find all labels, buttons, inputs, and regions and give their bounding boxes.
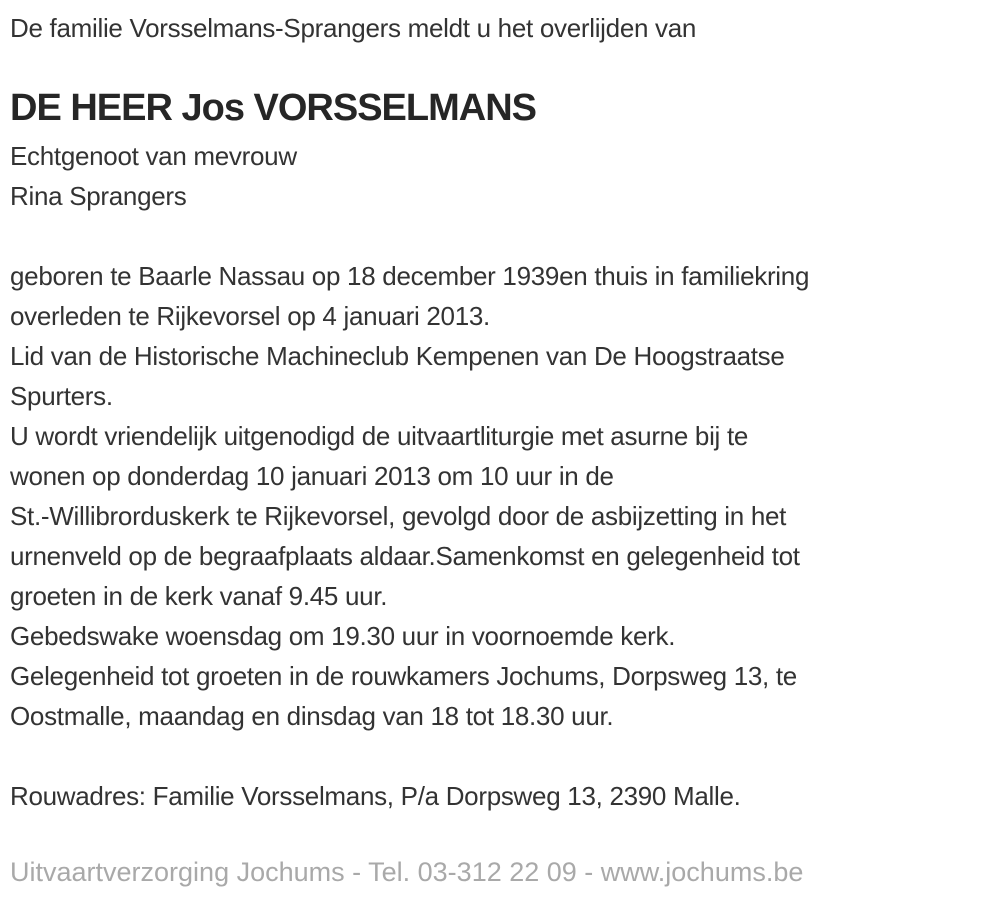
announcement-line: overleden te Rijkevorsel op 4 januari 2013. — [10, 301, 490, 331]
announcement-line: urnenveld op de begraafplaats aldaar.Samenkomst en gelegenheid tot — [10, 541, 800, 571]
announcement-body — [10, 256, 990, 736]
relation-line: Echtgenoot van mevrouw — [10, 141, 297, 171]
announcement-intro: De familie Vorsselmans-Sprangers meldt u het overlijden van — [10, 13, 697, 43]
announcement-line: Gelegenheid tot groeten in de rouwkamers Jochums, Dorpsweg 13, te — [10, 661, 797, 691]
announcement-line: wonen op donderdag 10 januari 2013 om 10 uur in de — [10, 461, 614, 491]
announcement-line: geboren te Baarle Nassau op 18 december 1939en thuis in familiekring — [10, 261, 810, 291]
announcement-line: Lid van de Historische Machineclub Kempenen van De Hoogstraatse — [10, 341, 785, 371]
mourning-address: Rouwadres: Familie Vorsselmans, P/a Dorpsweg 13, 2390 Malle. — [10, 781, 741, 811]
announcement-line: St.-Willibrorduskerk te Rijkevorsel, gevolgd door de asbijzetting in het — [10, 501, 787, 531]
announcement-line: groeten in de kerk vanaf 9.45 uur. — [10, 581, 388, 611]
announcement-line: Oostmalle, maandag en dinsdag van 18 tot 18.30 uur. — [10, 701, 614, 731]
announcement-line: Spurters. — [10, 381, 113, 411]
announcement-line: Gebedswake woensdag om 19.30 uur in voornoemde kerk. — [10, 621, 676, 651]
relation-block — [10, 136, 990, 216]
relation-line: Rina Sprangers — [10, 181, 187, 211]
funeral-home-footer: Uitvaartverzorging Jochums - Tel. 03-312 22 09 - www.jochums.be — [10, 857, 804, 887]
deceased-name-heading: DE HEER Jos VORSSELMANS — [10, 87, 536, 129]
announcement-line: U wordt vriendelijk uitgenodigd de uitvaartliturgie met asurne bij te — [10, 421, 749, 451]
